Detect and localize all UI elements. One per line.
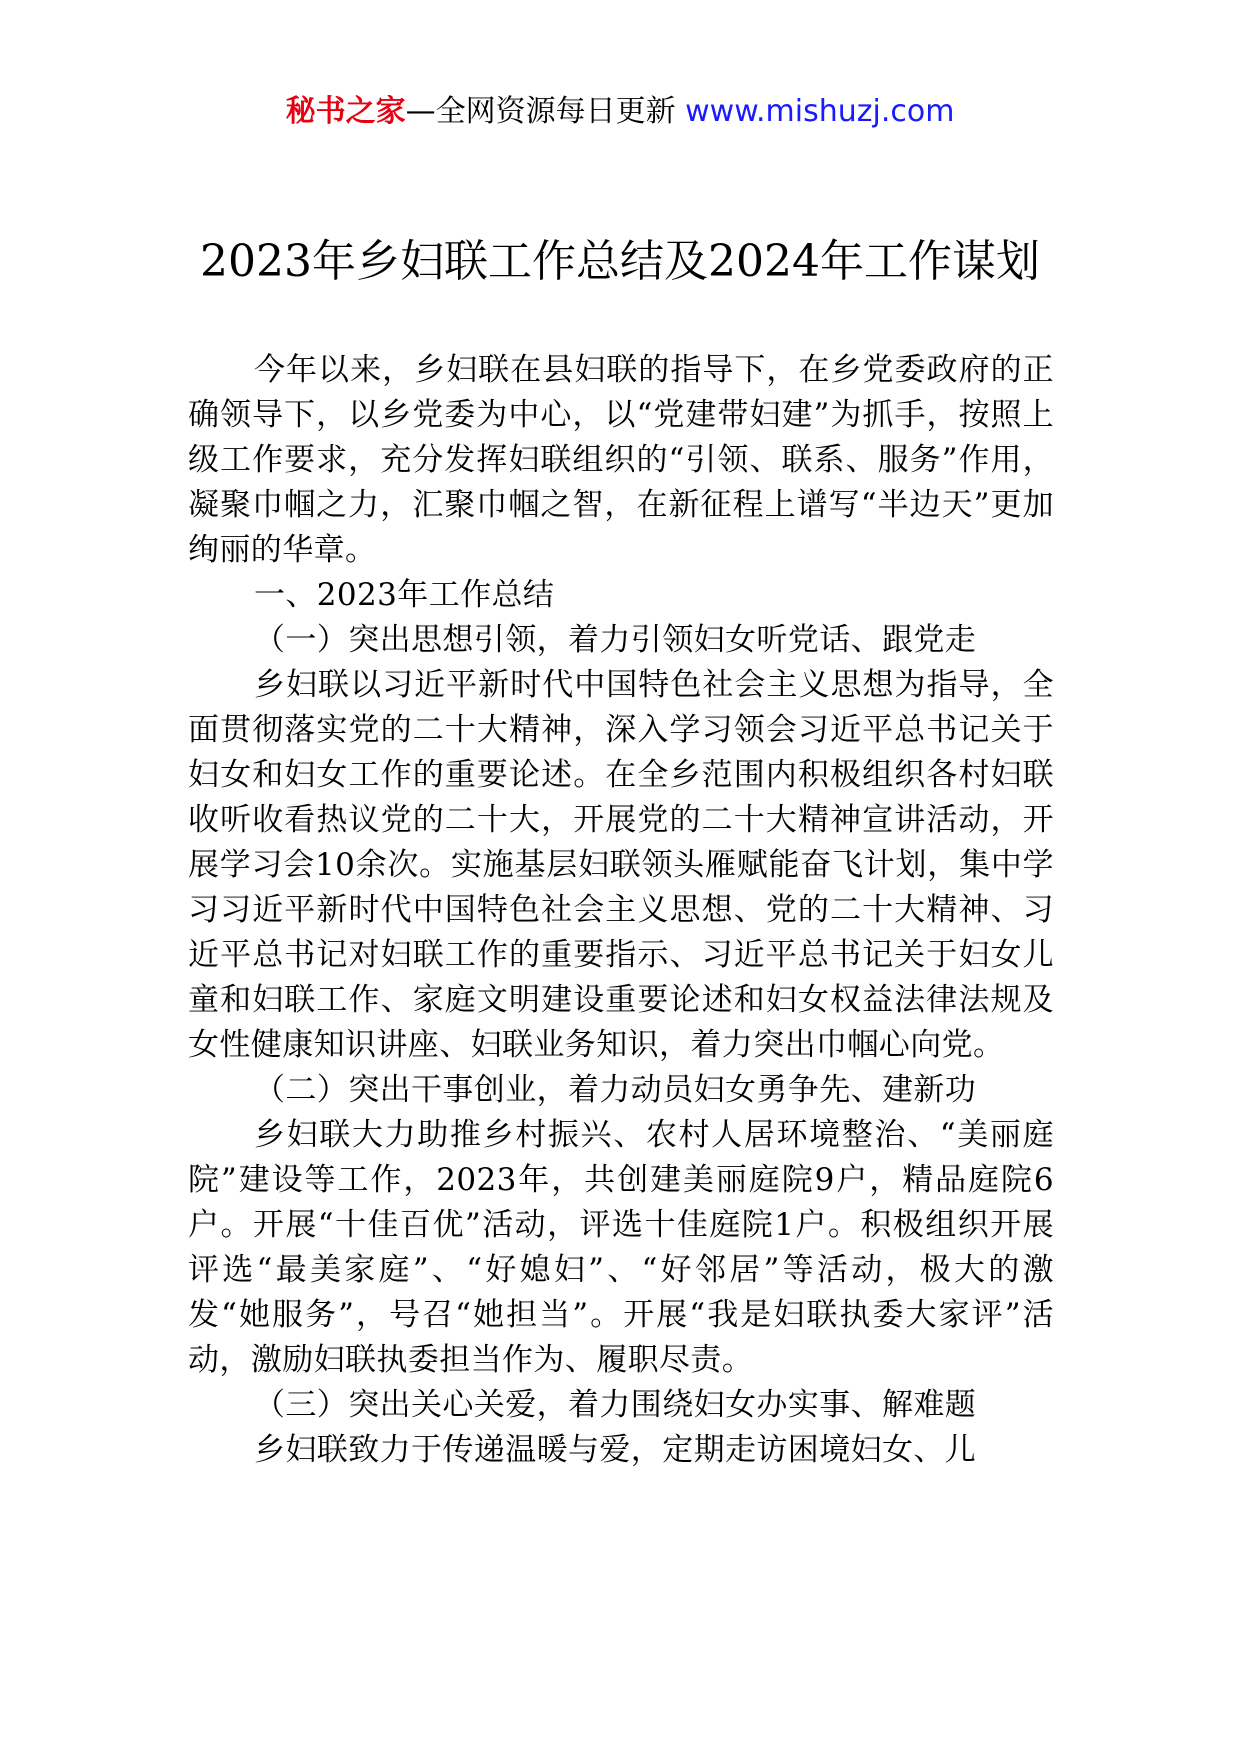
subsection-heading-2: （二）突出干事创业，着力动员妇女勇争先、建新功 bbox=[254, 1072, 977, 1108]
subsection-heading-1: （一）突出思想引领，着力引领妇女听党话、跟党走 bbox=[254, 622, 977, 658]
brand-name: 秘书之家 bbox=[285, 94, 406, 129]
document-body bbox=[188, 348, 1054, 1473]
subsection-paragraph-1: 乡妇联以习近平新时代中国特色社会主义思想为指导，全面贯彻落实党的二十大精神，深入学习领会习近平总书记关于妇女和妇女工作的重要论述。在全乡范围内积极组织各村妇联收听收看热议党的二十大，开展党的二十大精神宣讲活动，开展学习会10余次。实施基层妇联领头雁赋能奋飞计划，集中学习习近平新时代中国特色社会主义思想、党的二十大精神、习近平总书记对妇联工作的重要指示、习近平总书记关于妇女儿童和妇联工作、家庭文明建设重要论述和妇女权益法律法规及女性健康知识讲座、妇联业务知识，着力突出巾帼心向党。 bbox=[188, 667, 1054, 1063]
document-title: 2023年乡妇联工作总结及2024年工作谋划 bbox=[200, 236, 1040, 287]
section-heading-1: 一、2023年工作总结 bbox=[254, 577, 555, 613]
subsection-paragraph-2: 乡妇联大力助推乡村振兴、农村人居环境整治、“美丽庭院”建设等工作，2023年，共创建美丽庭院9户，精品庭院6户。开展“十佳百优”活动，评选十佳庭院1户。积极组织开展评选“最美家庭”、“好媳妇”、“好邻居”等活动，极大的激发“她服务”，号召“她担当”。开展“我是妇联执委大家评”活动，激励妇联执委担当作为、履职尽责。 bbox=[188, 1117, 1054, 1378]
header-tagline: —全网资源每日更新 bbox=[405, 94, 686, 129]
subsection-heading-3: （三）突出关心关爱，着力围绕妇女办实事、解难题 bbox=[254, 1387, 977, 1423]
site-url-link[interactable]: www.mishuzj.com bbox=[685, 94, 955, 129]
intro-paragraph: 今年以来，乡妇联在县妇联的指导下，在乡党委政府的正确领导下，以乡党委为中心，以“党建带妇建”为抓手，按照上级工作要求，充分发挥妇联组织的“引领、联系、服务”作用，凝聚巾帼之力，汇聚巾帼之智，在新征程上谱写“半边天”更加绚丽的华章。 bbox=[188, 352, 1054, 568]
subsection-paragraph-3: 乡妇联致力于传递温暖与爱，定期走访困境妇女、儿 bbox=[254, 1432, 977, 1468]
site-header bbox=[0, 92, 1240, 132]
